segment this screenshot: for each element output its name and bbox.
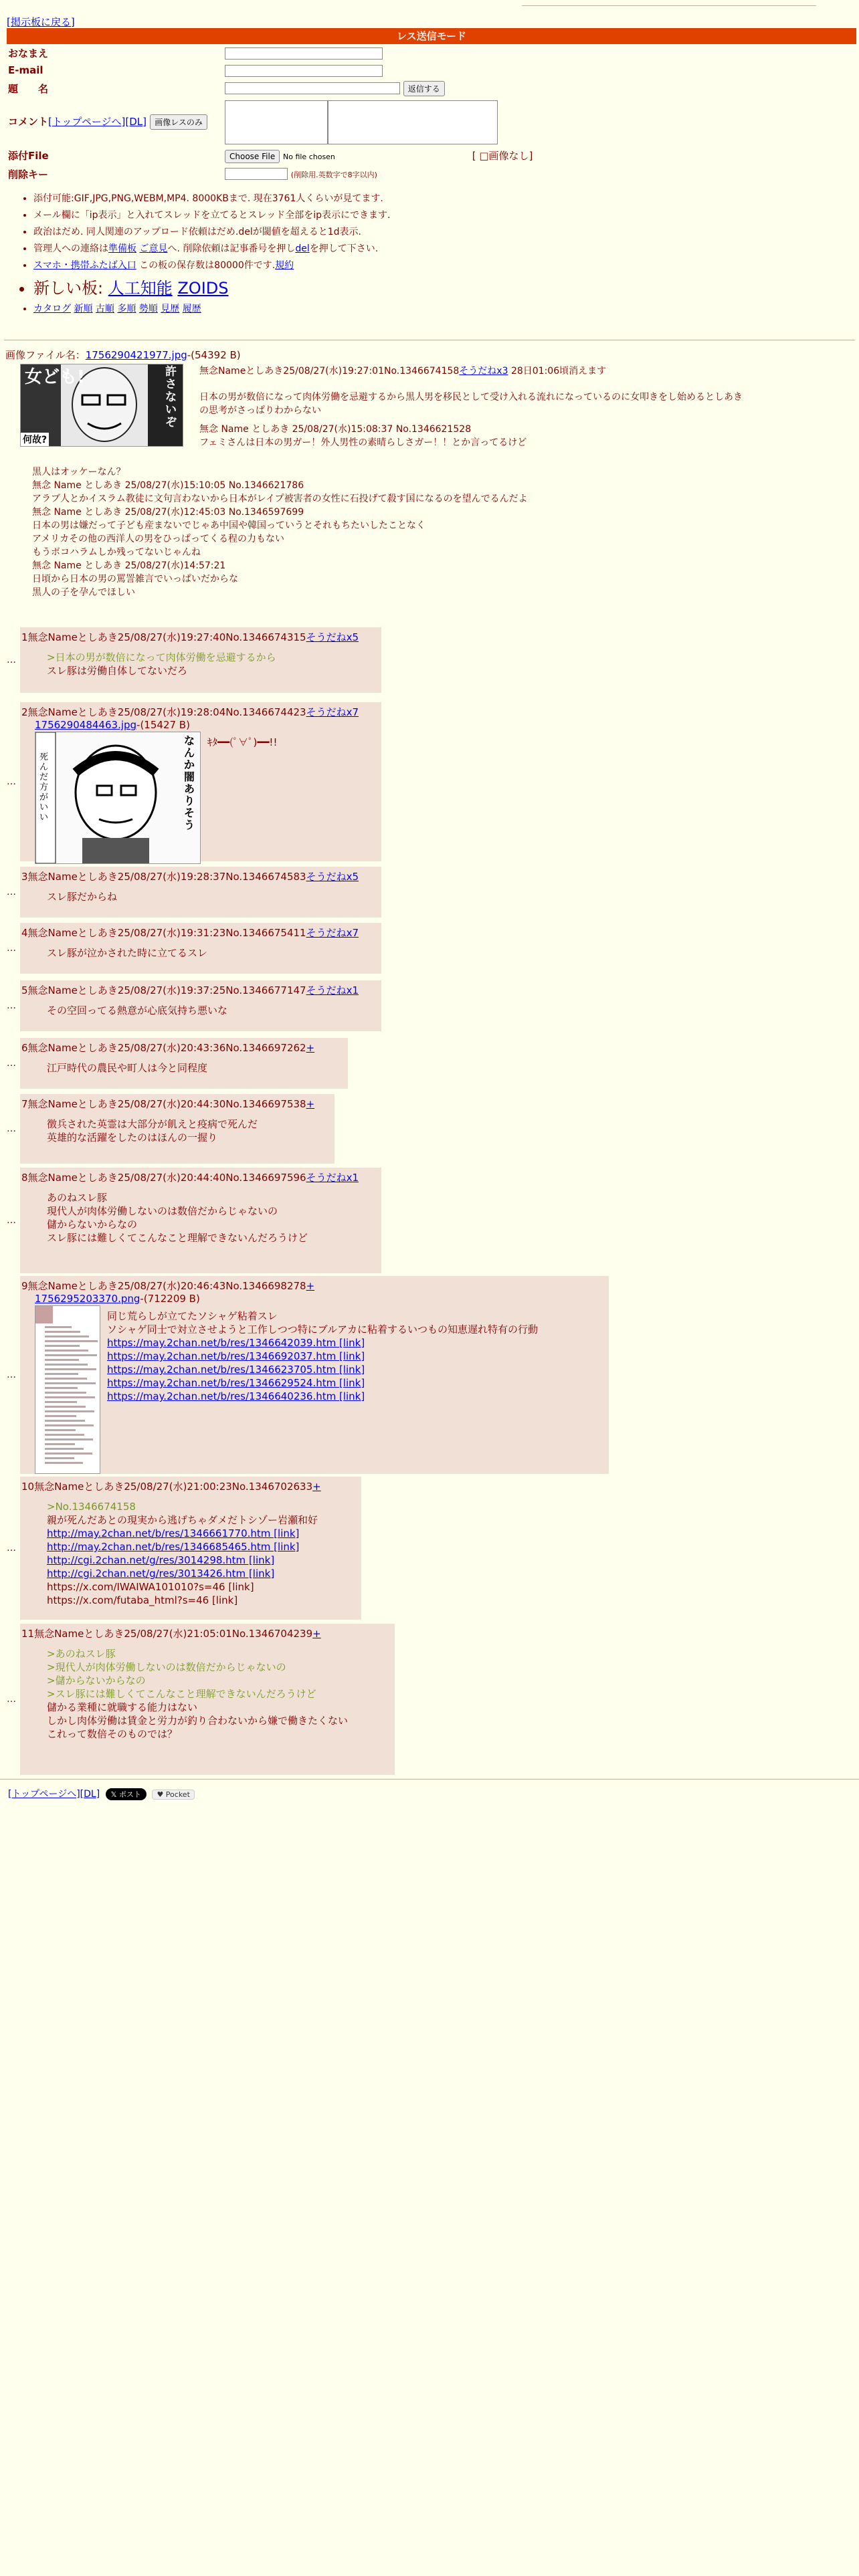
- reply-dots: …: [7, 1123, 16, 1134]
- note-item: • 政治はだめ. 同人関連のアップロード依頼はだめ.delが閾値を超えると1d表示.: [33, 225, 856, 238]
- reply-header-text: 2無念Nameとしあき25/08/27(水)19:28:04No.1346674423: [21, 706, 306, 718]
- reply-post: [20, 627, 381, 693]
- del-link[interactable]: del: [295, 243, 310, 254]
- history-link[interactable]: 履歴: [182, 303, 201, 314]
- feedback-link[interactable]: ご意見: [139, 243, 168, 254]
- reply-header: [20, 1479, 359, 1493]
- reply-thumb-caption: 死んだ方がいい: [39, 752, 49, 823]
- reply-header: [20, 926, 379, 940]
- sort-new-link[interactable]: 新順: [74, 303, 93, 314]
- reply-header-text: 3無念Nameとしあき25/08/27(水)19:28:37No.1346674583: [21, 871, 306, 883]
- delete-key-input[interactable]: [225, 168, 288, 180]
- reply-body-line: 親が死んだあとの現実から逃げちゃダメだトシゾー岩瀬和好: [47, 1514, 318, 1526]
- comment-label: コメント: [8, 116, 49, 128]
- reply-dots: …: [7, 1543, 16, 1553]
- op-file-line: 画像ファイル名：1756290421977.jpg-(54392 B): [5, 349, 241, 361]
- comment-left-textarea[interactable]: [225, 100, 328, 144]
- reply-body-line: https://x.com/IWAIWA101010?s=46 [link]: [47, 1581, 254, 1593]
- op-thumb-caption-bottom: 何故?: [21, 433, 49, 446]
- reply-header-text: 7無念Nameとしあき25/08/27(水)20:44:30No.1346697538: [21, 1098, 306, 1110]
- junbi-board-link[interactable]: 準備板: [108, 243, 136, 254]
- op-file-link[interactable]: 1756290421977.jpg: [85, 349, 187, 361]
- reply-quote-line: >現代人が肉体労働しないのは数倍だからじゃないの: [47, 1661, 286, 1673]
- catalog-link[interactable]: カタログ: [33, 303, 71, 314]
- op-body-line: 日本の男が数倍になって肉体労働を忌避するから黒人男を移民として受け入れる流れになっているのに女叩きをし始めるとしあき: [199, 392, 743, 403]
- op-body-line: 無念 Name としあき 25/08/27(水)14:57:21: [32, 560, 226, 571]
- footer-dl-link[interactable]: [DL]: [80, 1789, 100, 1800]
- submit-button[interactable]: 返信する: [403, 81, 445, 96]
- op-thumb-caption-right: 許さないぞ: [165, 365, 177, 429]
- reply-body-line: あのねスレ豚: [47, 1192, 108, 1204]
- file-label: 添付File: [8, 150, 49, 162]
- new-board-zoids-link[interactable]: ZOIDS: [177, 278, 229, 298]
- reply-form: [7, 28, 856, 318]
- delete-key-label: 削除キー: [8, 168, 49, 181]
- reply-quote-line: >日本の男が数倍になって肉体労働を忌避するから: [47, 651, 276, 663]
- reply-post: [20, 923, 381, 974]
- reply-header: [20, 1279, 606, 1293]
- back-to-board-link[interactable]: [掲示板に戻る]: [7, 16, 75, 28]
- footer-links: [8, 1787, 195, 1800]
- reply-dots: …: [7, 1000, 16, 1011]
- mobile-note: • スマホ・携帯ふたば入口 この板の保存数は80000件です.規約: [33, 258, 856, 272]
- reply-sodane-link[interactable]: そうだねx1: [306, 984, 359, 996]
- reply-body: [207, 736, 277, 749]
- name-input[interactable]: [225, 47, 383, 60]
- op-body-line: の思考がさっぱりわからない: [199, 405, 321, 416]
- op-body-line: フェミさんは日本の男ガー！外人男性の素晴らしさガー！！とか言ってるけど: [199, 437, 527, 448]
- op-body-line: アメリカその他の西洋人の男をひっぱってくる程の力もない: [32, 534, 285, 544]
- reply-thumb-art: [35, 1306, 100, 1473]
- mode-title: レス送信モード: [7, 28, 856, 44]
- reply-sodane-link[interactable]: +: [306, 1280, 315, 1292]
- reply-header: [20, 630, 379, 644]
- reply-file-line: [20, 1293, 606, 1305]
- choose-file-button[interactable]: Choose File: [225, 150, 280, 163]
- op-body-line: 無念 Name としあき 25/08/27(水)15:08:37 No.1346621528: [199, 424, 472, 435]
- reply-header-text: 6無念Nameとしあき25/08/27(水)20:43:36No.1346697262: [21, 1042, 306, 1054]
- contact-note: • 管理人への連絡は準備板 ご意見へ. 削除依頼は記事番号を押しdelを押して下さい.: [33, 241, 856, 255]
- op-thumbnail[interactable]: [20, 364, 183, 447]
- reply-header-text: 9無念Nameとしあき25/08/27(水)20:46:43No.1346698278: [21, 1280, 306, 1292]
- reply-body: [47, 1004, 379, 1017]
- subject-label: 題 名: [8, 82, 49, 95]
- x-post-button[interactable]: 𝕏 ポスト: [106, 1788, 147, 1800]
- reply-post: [20, 867, 381, 918]
- new-board-ai-link[interactable]: 人工知能: [108, 278, 173, 298]
- reply-header: [20, 1041, 345, 1055]
- reply-file-size: -(15427 B): [136, 719, 190, 731]
- reply-header: [20, 705, 379, 719]
- no-file-text: No file chosen: [282, 152, 335, 161]
- op-expire-text: 28日01:06頃消えます: [508, 366, 607, 377]
- reply-quote-line: >あのねスレ豚: [47, 1648, 116, 1660]
- image-res-only-button[interactable]: 画像レスのみ: [150, 114, 207, 130]
- reply-dots: …: [7, 1694, 16, 1705]
- reply-header-text: 4無念Nameとしあき25/08/27(水)19:31:23No.1346675411: [21, 927, 306, 939]
- reply-file-link[interactable]: 1756295203370.png: [35, 1293, 140, 1305]
- reply-body-line: しかし肉体労働は賃金と労力が釣り合わないから嫌で働きたくない: [47, 1715, 349, 1727]
- reply-dots: …: [7, 1058, 16, 1069]
- sort-momentum-link[interactable]: 勢順: [138, 303, 158, 314]
- pocket-button[interactable]: ♥ Pocket: [152, 1790, 194, 1800]
- op-post: [5, 348, 848, 362]
- rules-link[interactable]: 規約: [275, 259, 294, 271]
- reply-dots: …: [7, 1215, 16, 1226]
- reply-body-line: 儲かる業種に就職する能力はない: [47, 1701, 198, 1713]
- reply-sodane-link[interactable]: そうだねx7: [306, 927, 359, 939]
- op-body-line: 無念 Name としあき 25/08/27(水)15:10:05 No.1346621786: [32, 480, 304, 491]
- reply-body-line: 徴兵された英霊は大部分が飢えと疫病で死んだ: [47, 1118, 258, 1130]
- op-body-line: アラブ人とかイスラム教徒に文句言わないから日本がレイプ被害者の女性に石投げて殺す国になるのを望んでるんだよ: [32, 494, 528, 504]
- reply-body-line: その空回ってる熱意が心底気持ち悪いな: [47, 1004, 228, 1016]
- reply-body-line: 儲からないからなの: [47, 1218, 138, 1230]
- reply-body-link[interactable]: https://may.2chan.net/b/res/1346640236.htm [link]: [107, 1390, 365, 1402]
- reply-header-text: 8無念Nameとしあき25/08/27(水)20:44:40No.1346697596: [21, 1172, 306, 1184]
- reply-thumb-art: [35, 732, 200, 863]
- reply-post: [20, 1276, 609, 1474]
- reply-sodane-link[interactable]: そうだねx5: [306, 631, 359, 643]
- reply-header: [20, 869, 379, 883]
- reply-file-size: -(712209 B): [140, 1293, 200, 1305]
- reply-body-line: スレ豚が泣かされた時に立てるスレ: [47, 947, 208, 959]
- op-body-line: 日本の男は嫌だって子ども産まないでじゃあ中国や韓国っていうとそれもちたいしたことなく: [32, 520, 425, 531]
- reply-body-link[interactable]: https://may.2chan.net/b/res/1346623705.htm [link]: [107, 1364, 365, 1376]
- reply-dots: …: [7, 1370, 16, 1380]
- op-body-line: 無念 Name としあき 25/08/27(水)12:45:03 No.1346597699: [32, 507, 304, 518]
- comment-toppage-link[interactable]: [トップページへ]: [48, 116, 126, 128]
- reply-body: [47, 946, 379, 960]
- reply-thumbnail[interactable]: [35, 732, 201, 864]
- reply-post: [20, 980, 381, 1031]
- new-boards: • 新しい板: 人工知能 ZOIDS: [33, 275, 856, 298]
- op-thumb-caption-left: 女ども!: [25, 367, 85, 387]
- reply-dots: …: [7, 655, 16, 665]
- email-input[interactable]: [225, 65, 383, 77]
- reply-sodane-link[interactable]: そうだねx7: [306, 706, 359, 718]
- reply-body-link[interactable]: http://may.2chan.net/b/res/1346685465.htm [link]: [47, 1541, 300, 1553]
- reply-file-line: [20, 719, 379, 731]
- view-history-link[interactable]: 見歴: [161, 303, 180, 314]
- reply-dots: …: [7, 776, 16, 787]
- reply-body-link[interactable]: https://may.2chan.net/b/res/1346642039.htm [link]: [107, 1337, 365, 1349]
- reply-quote-line: >儲からないからなの: [47, 1675, 146, 1687]
- reply-header-text: 1無念Nameとしあき25/08/27(水)19:27:40No.1346674315: [21, 631, 306, 643]
- reply-header: [20, 1097, 332, 1111]
- reply-body-link[interactable]: http://may.2chan.net/b/res/1346661770.htm [link]: [47, 1527, 300, 1539]
- reply-body-line: これって数倍そのものでは？: [47, 1728, 178, 1740]
- reply-header: [20, 1626, 392, 1640]
- reply-body: [47, 651, 379, 677]
- reply-body-link[interactable]: https://may.2chan.net/b/res/1346692037.htm [link]: [107, 1350, 365, 1362]
- reply-header-text: 5無念Nameとしあき25/08/27(水)19:37:25No.1346677147: [21, 984, 306, 996]
- reply-quote-line: >スレ豚には難しくてこんなこと理解できないんだろうけど: [47, 1688, 316, 1700]
- reply-dots: …: [7, 943, 16, 954]
- board-notes: [7, 191, 856, 315]
- reply-sodane-link[interactable]: +: [306, 1042, 315, 1054]
- op-body-line: 黒人の子を孕んでほしい: [32, 587, 135, 598]
- reply-sodane-link[interactable]: +: [312, 1628, 321, 1640]
- reply-file-link[interactable]: 1756290484463.jpg: [35, 719, 137, 731]
- reply-body-line: 同じ荒らしが立てたソシャゲ粘着スレ: [107, 1310, 278, 1322]
- reply-body: [47, 1061, 345, 1075]
- op-body-line: 日頃から日本の男の罵詈雑言でいっぱいだからな: [32, 574, 238, 584]
- op-header-text: 無念Nameとしあき25/08/27(水)19:27:01No.1346674158: [199, 366, 460, 377]
- comment-textarea[interactable]: [328, 100, 498, 144]
- reply-dots: …: [7, 887, 16, 897]
- reply-header: [20, 1170, 379, 1184]
- note-item: • 添付可能:GIF,JPG,PNG,WEBM,MP4. 8000KBまで. 現在3761人くらいが見てます.: [33, 191, 856, 205]
- reply-body-line: 江戸時代の農民や町人は今と同程度: [47, 1062, 208, 1074]
- sort-many-link[interactable]: 多順: [117, 303, 136, 314]
- op-body-line: 黒人はオッケーなん？: [32, 467, 126, 477]
- reply-post: [20, 1094, 335, 1164]
- reply-post: [20, 702, 381, 861]
- footer-toppage-link[interactable]: [トップページへ]: [8, 1789, 80, 1800]
- reply-quote-line: >No.1346674158: [47, 1501, 136, 1513]
- reply-body: [107, 1309, 538, 1403]
- reply-post: [20, 1477, 361, 1620]
- reply-header-text: 11無念Nameとしあき25/08/27(水)21:05:01No.1346704239: [21, 1628, 313, 1640]
- reply-post: [20, 1168, 381, 1273]
- reply-body: [47, 1500, 359, 1607]
- reply-body-line: ｷﾀ━━(ﾟ∀ﾟ)━━!!: [207, 736, 278, 748]
- reply-header: [20, 983, 379, 997]
- name-label: おなまえ: [8, 47, 49, 60]
- op-sodane-link[interactable]: そうだねx3: [459, 366, 508, 377]
- sort-old-link[interactable]: 古順: [95, 303, 114, 314]
- top-divider: [522, 5, 816, 6]
- reply-body-link[interactable]: http://cgi.2chan.net/g/res/3013426.htm [link]: [47, 1568, 275, 1580]
- no-image-checkbox[interactable]: [ □画像なし]: [472, 149, 533, 162]
- op-header: [199, 364, 842, 378]
- reply-body-line: スレ豚だからね: [47, 891, 118, 903]
- reply-body: [47, 1191, 379, 1245]
- comment-dl-link[interactable]: [DL]: [125, 116, 147, 128]
- op-body-line: もうボコハラムしか残ってないじゃんね: [32, 547, 201, 558]
- reply-body-line: スレ豚は労働自体してないだろ: [47, 665, 188, 677]
- reply-post: [20, 1038, 348, 1089]
- reply-body: [47, 1117, 332, 1144]
- reply-header-text: 10無念Nameとしあき25/08/27(水)21:00:23No.1346702633: [21, 1481, 313, 1493]
- mobile-entry-link[interactable]: スマホ・携帯ふたば入口: [33, 259, 136, 271]
- footer-divider: [0, 1779, 859, 1780]
- reply-body-line: https://x.com/futaba_html?s=46 [link]: [47, 1594, 238, 1606]
- reply-body-line: 英雄的な活躍をしたのはほんの一握り: [47, 1132, 218, 1144]
- note-item: • メール欄に「ip表示」と入れてスレッドを立てるとスレッド全部をip表示にできます.: [33, 208, 856, 221]
- bottom-links: [33, 302, 856, 315]
- reply-body: [47, 1647, 392, 1741]
- reply-sodane-link[interactable]: +: [306, 1098, 315, 1110]
- reply-body-link[interactable]: https://may.2chan.net/b/res/1346629524.htm [link]: [107, 1377, 365, 1389]
- reply-sodane-link[interactable]: +: [312, 1481, 321, 1493]
- reply-body: [47, 890, 379, 903]
- reply-body-line: ソシャゲ同士で対立させようと工作しつつ特にブルアカに粘着するいつもの知恵遅れ特有の行動: [107, 1323, 538, 1335]
- reply-sodane-link[interactable]: そうだねx5: [306, 871, 359, 883]
- subject-input[interactable]: [225, 82, 400, 94]
- reply-body-link[interactable]: http://cgi.2chan.net/g/res/3014298.htm [link]: [47, 1554, 275, 1566]
- delete-key-note: (削除用.英数字で8字以内): [290, 170, 377, 179]
- email-label: E-mail: [8, 64, 43, 77]
- reply-post: [20, 1624, 395, 1775]
- reply-body-line: スレ豚には難しくてこんなこと理解できないんだろうけど: [47, 1232, 308, 1244]
- reply-thumb-caption: なんか闇ありそう: [184, 734, 195, 831]
- reply-thumbnail[interactable]: [35, 1305, 100, 1474]
- reply-sodane-link[interactable]: そうだねx1: [306, 1172, 359, 1184]
- reply-body-line: 現代人が肉体労働しないのは数倍だからじゃないの: [47, 1205, 278, 1217]
